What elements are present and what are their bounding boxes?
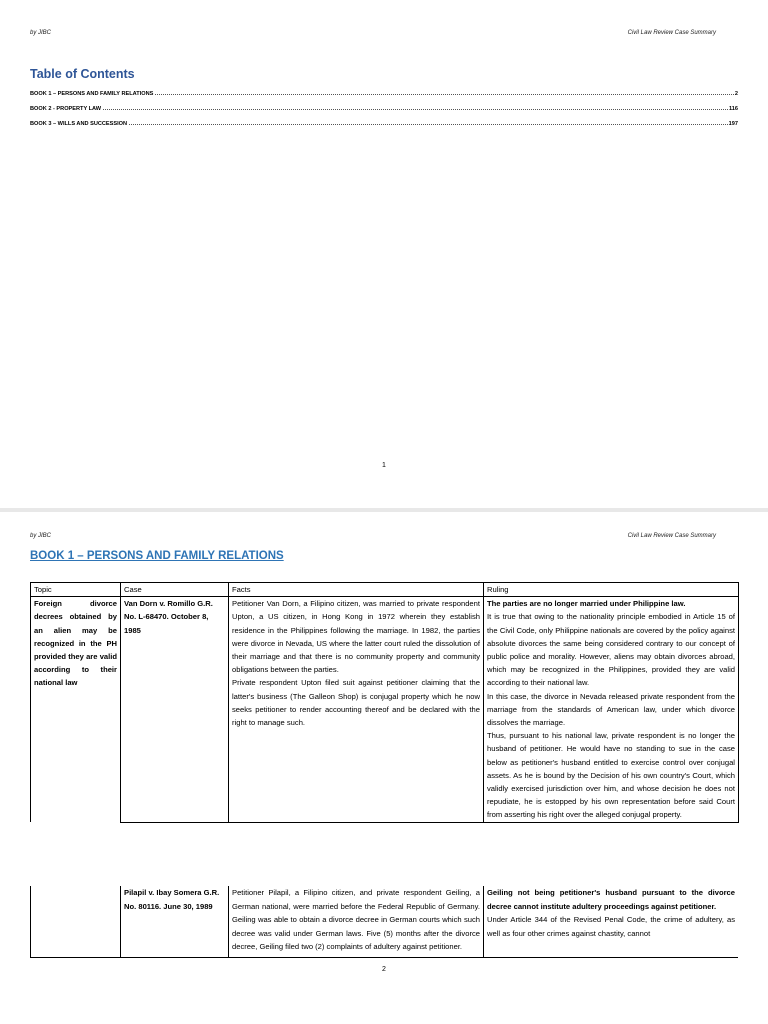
column-header-topic: Topic xyxy=(31,583,121,597)
table-header-row xyxy=(31,583,739,597)
case-table xyxy=(30,582,739,823)
topic-cell: Foreign divorce decrees obtained by an alien may be recognized in the PH provided they are valid according to their national law xyxy=(31,597,121,822)
ruling-title: The parties are no longer married under Philippine law. xyxy=(487,599,686,609)
ruling-cell xyxy=(484,597,739,822)
case-cell: Pilapil v. Ibay Somera G.R. No. 80116. June 30, 1989 xyxy=(121,886,229,958)
toc-entry-label: BOOK 2 - PROPERTY LAW xyxy=(30,106,102,112)
section-heading: BOOK 1 – PERSONS AND FAMILY RELATIONS xyxy=(30,550,284,562)
ruling-paragraph: Thus, pursuant to his national law, private respondent is no longer the husband of petitioner. He would have no standing to sue in the case below as petitioner's husband entitled to exercise control over conjugal assets. As he is bound by the Decision of his own country's Court, which validly exercised jurisdiction over him, and whose decision he does not repudiate, he is estopped by his own representation before said Court from asserting his right over the alleged conjugal property. xyxy=(487,731,735,820)
facts-paragraph: Petitioner Pilapil, a Filipino citizen, and private respondent Geiling, a German national, were married before the Federal Republic of Germany. Geiling was able to obtain a divorce decree in German courts which such decree was valid under German laws. Five (5) months after the divorce decree, Geiling filed two (2) complaints of adultery against petitioner. xyxy=(232,888,480,952)
facts-cell xyxy=(229,886,484,958)
header-left: by JIBC xyxy=(30,533,52,539)
topic-cell-empty xyxy=(31,886,121,958)
toc-title: Table of Contents xyxy=(30,67,135,81)
facts-paragraph: Petitioner Van Dorn, a Filipino citizen, was married to private respondent Upton, a US citizen, in Hong Kong in 1972 wherein they establish residence in the Philippines following the marriage. In 1982, the parties were divorce in Nevada, US where the latter court ruled the dissolution of their marriage and that there is no community property and community obligations between the parties. xyxy=(232,599,480,675)
page-number: 2 xyxy=(382,966,386,973)
toc-entry-page: 116 xyxy=(728,106,738,112)
page-2 xyxy=(0,512,768,1024)
table-row xyxy=(31,886,739,958)
ruling-paragraph: In this case, the divorce in Nevada released private respondent from the marriage from the standards of American law, under which divorce dissolves the marriage. xyxy=(487,691,735,728)
toc-leader xyxy=(103,108,728,110)
toc-leader xyxy=(129,123,728,125)
ruling-cell xyxy=(484,886,739,958)
table-row xyxy=(31,597,739,822)
header-left: by JIBC xyxy=(30,30,52,36)
toc-leader xyxy=(155,93,733,95)
ruling-paragraph: Under Article 344 of the Revised Penal Code, the crime of adultery, as well as four other crimes against chastity, cannot xyxy=(487,915,735,938)
header-right: Civil Law Review Case Summary xyxy=(627,30,716,36)
case-table-continued xyxy=(30,886,738,958)
page-1 xyxy=(0,0,768,508)
header-right: Civil Law Review Case Summary xyxy=(627,533,716,539)
toc-entry[interactable] xyxy=(30,89,738,97)
column-header-facts: Facts xyxy=(229,583,484,597)
column-header-ruling: Ruling xyxy=(484,583,739,597)
page-number: 1 xyxy=(382,462,386,469)
facts-paragraph: Private respondent Upton filed suit against petitioner claiming that the latter's business (The Galleon Shop) is conjugal property which he now seeks petitioner to render accounting thereof and be declared with the right to manage such. xyxy=(232,678,480,728)
toc-entry-page: 197 xyxy=(728,121,738,127)
toc-entry[interactable] xyxy=(30,119,738,127)
toc-entry[interactable] xyxy=(30,104,738,112)
case-cell: Van Dorn v. Romillo G.R. No. L-68470. October 8, 1985 xyxy=(121,597,229,822)
toc-entry-label: BOOK 3 – WILLS AND SUCCESSION xyxy=(30,121,128,127)
ruling-title: Geiling not being petitioner's husband pursuant to the divorce decree cannot institute adultery proceedings against petitioner. xyxy=(487,888,735,911)
toc-entry-page: 2 xyxy=(734,91,738,97)
ruling-paragraph: It is true that owing to the nationality principle embodied in Article 15 of the Civil Code, only Philippine nationals are covered by the policy against absolute divorces the same being considered contrary to our concept of public police and morality. However, aliens may obtain divorces abroad, which may be recognized in the Philippines, provided they are valid according to their national law. xyxy=(487,612,735,688)
facts-cell xyxy=(229,597,484,822)
toc-entry-label: BOOK 1 – PERSONS AND FAMILY RELATIONS xyxy=(30,91,154,97)
column-header-case: Case xyxy=(121,583,229,597)
